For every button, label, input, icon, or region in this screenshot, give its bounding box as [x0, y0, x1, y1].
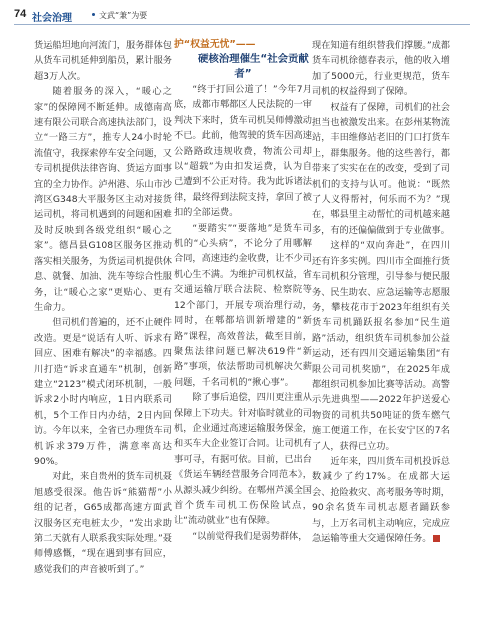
paragraph: 随着服务的深入，“暖心之家”的保障网不断延伸。成德南高速有限公司联合高速执法部门，设立“一路三方”，推专人24小时轮流值守，我探索停车安全问题，又专司机提供法律咨询、货运方面事宜的全力协作。泸州港、乐山市沙湾区G348大平服务区主动对接货运司机，将司机遇到的问题和困难及时反映到各级党组织“暖心之家”。德昌县G108区服务区推动落实相关服务，为货运司机提供休息、就餐、加油、洗车等综合性服务，让“暖心之家”更贴心、更有生命力。	[34, 86, 172, 313]
paragraph: 这样的“双向奔赴”，在四川还有许多实例。四川市全面推行货车司机积分管理，引导参与便民服务、民生助农、应急运输等志愿服务，攀枝花市于2023年组织有关货车司机踊跃报名参加“民生道路”活动，组织货车司机参加公益运动，还有四川交通运输集团“有限公司司机奖励”，在2025年成都组织司机参加比赛等活动。高警示先进典型——2022年护送爱心物资的司机共50吨证的货车燃气施工便道工作，在长安宁区的7名了人，获得已立功。	[312, 240, 450, 452]
header-separator-dot	[92, 13, 95, 16]
text-column-1	[34, 38, 172, 577]
section-heading: 硬核治理催生“社会贡献者”	[198, 53, 309, 80]
paragraph	[312, 454, 450, 546]
header-rule	[14, 24, 470, 25]
paragraph-text: 近年来，四川货车司机投诉总数减少了约17%。在成都大运会、抢险救灾、高考服务等时期，90余名货车司机志愿者踊跃参与，上万名司机主动响应，完成应急运输等重大交通保障任务。	[312, 455, 450, 544]
text-column-2	[174, 38, 312, 544]
page-number: 74	[14, 8, 27, 20]
text-column-3	[312, 38, 450, 546]
paragraph: 对此，来自贵州的货车司机聂旭感受很深。他告诉“熊猫帮”小组的记者，G65成都高速方面武汉服务区充电桩太少，“发出求助第二天就有人联系我实际处理。”聂师傅感慨，“现在遇到事有回应，感觉我们的声音被听到了。”	[34, 471, 172, 575]
section-title: 社会治理	[32, 13, 72, 24]
page-header	[14, 8, 474, 22]
paragraph: 但司机们普遍的，还不止硬件改造。更是“说话有人听、诉求有回应、困难有解决”的幸福感。四川打造“诉求直通车”机制，创新建立“2123”模式闭环机制，一般诉求2小时内响应，1日内联系司机，5个工作日内办结，2日内回访。今年以来，全省已办理货车司机诉求379万件，满意率高达90%。	[34, 317, 172, 467]
paragraph: 除了事后追偿，四川更注重从保障上下功夫。针对临时就业的司机，企业通过高速运输服务保金，和买车大企业签订合同。让司机有事可寻，有据可依。目前，已出台《货运车辆经营服务合同范本》，从源头减少纠纷。在郫州芦溪全国首个货车司机工伤保险试点，让“流动就业”也有保障。	[174, 392, 312, 527]
section-subtitle: 文武“兼”为要	[99, 11, 148, 20]
paragraph: 货运船坦地向河流门，服务群体包从货车司机延伸到船员，累计服务超3万人次。	[34, 40, 172, 82]
end-mark-icon	[433, 535, 440, 542]
paragraph: “终于打回公道了！”今年7月底，成都市郫都区人民法院的一审判决下来时，货车司机吴师傅激动不已。此前，他驾驶的货车因高速公路路政违规收费，物流公司却以“超载”为由扣发运费，认为自己遭到不公正对待。我为此诉诸法律，最终得到法院支持，拿回了被扣的全部运费。	[174, 84, 312, 219]
section-kicker: 护“权益无忧”——	[174, 39, 256, 50]
paragraph: “要踏实”“要落地”是货车司机的“心头病”，不论分了用哪解合同，高速违约金收费，让不少司机心生不满。为维护司机权益，省交通运输厅联合法院、检察院等12个部门，开展专项治理行动，同时，在郫都培训新增建的“新路”课程，高效普法，截至目前，聚焦法律问题已解决619件“新路”事项，依法帮助司机解决欠薪问题，千名司机的“揪心事”。	[174, 222, 312, 388]
paragraph: 权益有了保障，司机们的社会担当也被激发出来。在彭州某物流站，丰田维修站老旧的门口打货车上，群集服务。他的这些善行，都带来了实实在在的改变，受到了司机们的支持与认可。他说：“既然了人义得帮衬，何乐而不为？”现在，郫县里主动帮忙的司机越来越多，有的还偏偏做到于专业做事。	[312, 101, 450, 236]
paragraph: “以前觉得我们是弱势群体，	[192, 530, 308, 542]
paragraph: 现在知道有组织替我们撑腰。”成都货车司机徐德春表示，他的收入增加了5000元，行业更规范，货车司机的权益得到了保障。	[312, 40, 450, 98]
